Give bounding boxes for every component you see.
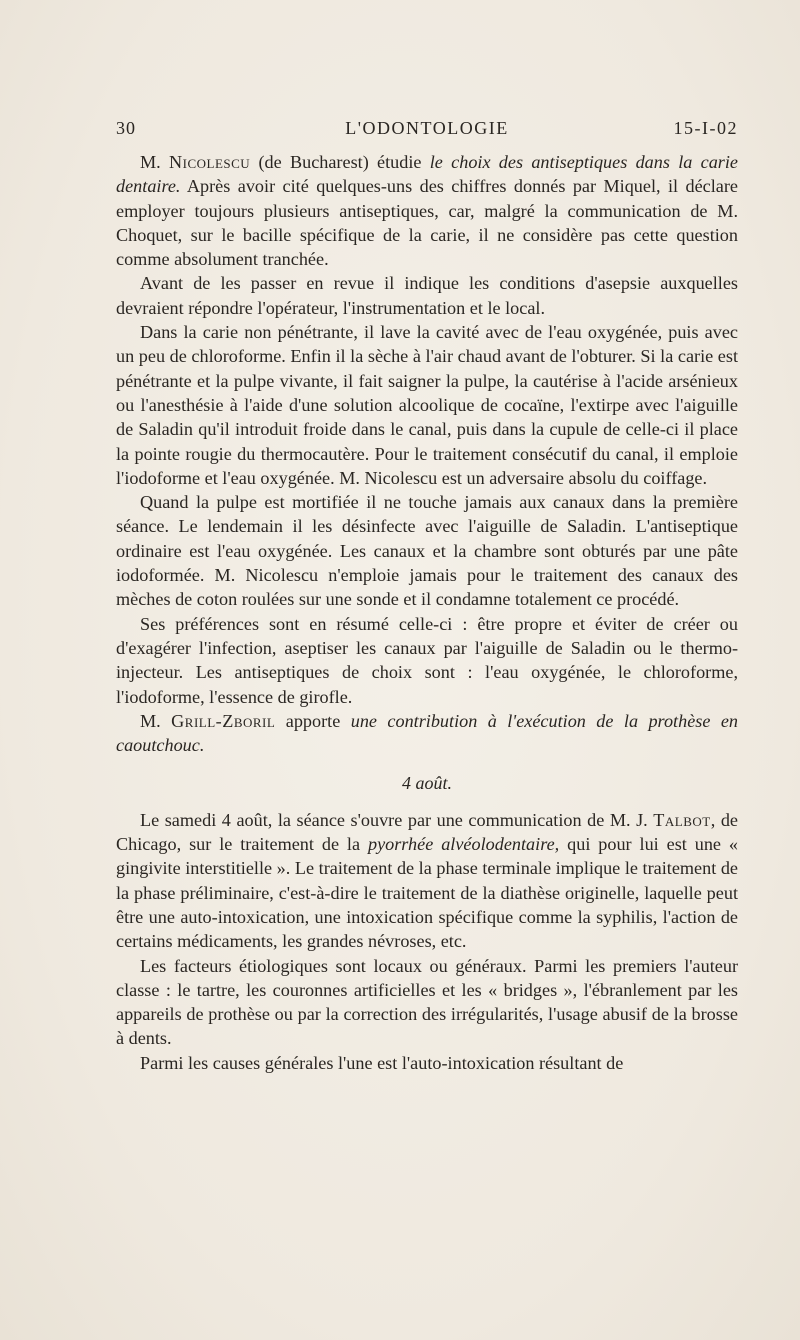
text-run: M. [140, 710, 172, 731]
text-run: , de Chicago, sur le traitement de la [116, 809, 738, 855]
page-number: 30 [116, 118, 136, 138]
paragraph-preferences: Ses préférences sont en résumé celle-ci : être propre et éviter de créer ou d'exagérer l'infection, aseptiser les canaux par l'aiguille de Saladin ou le thermo-injecteur. Les antiseptiques de choix sont : l'eau oxygénée, le chloroforme, l'iodoforme, l'essence de girofle. [116, 613, 738, 707]
paragraph-asepsie: Avant de les passer en revue il indique les conditions d'asepsie auxquelles devraient répondre l'opérateur, l'instrumentation et le local. [116, 273, 738, 318]
paragraph-facteurs: Les facteurs étiologiques sont locaux ou généraux. Parmi les premiers l'auteur classe : le tartre, les couronnes artificielles et les « bridges », l'ébranlement par les appareils de prothèse ou par la correction des irrégularités, l'usage abusif de la brosse à dents. [116, 955, 738, 1049]
paragraph-grill-zboril [116, 709, 738, 758]
running-header [116, 118, 738, 140]
text-run: Le samedi 4 août, la séance s'ouvre par une communication de M. J. [140, 809, 654, 830]
page-body [116, 150, 738, 1075]
work-title: une contribution à l'exécution de la prothèse en caoutchouc. [116, 710, 738, 756]
author-name: Nicolescu [169, 152, 251, 172]
paragraph-causes-generales: Parmi les causes générales l'une est l'auto-intoxication résultant de [140, 1052, 624, 1073]
paragraph-talbot [116, 808, 738, 954]
section-date-heading: 4 août. [401, 773, 452, 794]
journal-title: L'ODONTOLOGIE [345, 118, 509, 138]
text-run: Après avoir cité quelques-uns des chiffres donnés par Miquel, il déclare employer toujours plusieurs antiseptiques, car, malgré la communication de M. Choquet, sur le bacille spécifique de la carie, il ne considère pas cette question comme absolument tranchée. [116, 176, 738, 270]
issue-date: 15-I-02 [673, 118, 738, 138]
work-title: pyorrhée alvéolodentaire, [367, 834, 560, 855]
paragraph-pulpe-mortifiee: Quand la pulpe est mortifiée il ne touche jamais aux canaux dans la première séance. Le lendemain il les désinfecte avec l'aiguille de Saladin. L'antiseptique ordinaire est l'eau oxygénée. Les canaux et la chambre sont obturés par une pâte iodoformée. M. Nicolescu n'emploie jamais pour le traitement des canaux des mèches de coton roulées sur une sonde et il condamne totalement ce procédé. [116, 492, 738, 610]
work-title: le choix des antiseptiques dans la carie dentaire. [116, 152, 738, 197]
text-run: qui pour lui est une « gingivite interstitielle ». Le traitement de la phase terminale implique le traitement de la phase préliminaire, c'est-à-dire le traitement de la diathèse originelle, laquelle peut être une auto-intoxication, une intoxication spécifique comme la syphilis, l'action de certains médicaments, les grandes névroses, etc. [116, 834, 738, 952]
text-run: apporte [275, 710, 351, 731]
paragraph-carie-traitement: Dans la carie non pénétrante, il lave la cavité avec de l'eau oxygénée, puis avec un peu de chloroforme. Enfin il la sèche à l'air chaud avant de l'obturer. Si la carie est pénétrante et la pulpe vivante, il fait saigner la pulpe, la cautérise à l'acide arsénieux ou l'anesthésie à l'aide d'une solution alcoolique de cocaïne, l'extirpe avec l'aiguille de Saladin qu'il introduit froide dans le canal, puis dans la cupule de celle-ci il place la pointe rougie du thermocautère. Pour le traitement consécutif du canal, il emploie l'iodoforme et l'eau oxygénée. M. Nicolescu est un adversaire absolu du coiffage. [116, 322, 738, 488]
author-name: Talbot [653, 809, 711, 830]
text-run: M. [140, 152, 169, 172]
paragraph-nicolescu [116, 150, 738, 271]
author-name: Grill-Zboril [171, 710, 276, 731]
text-run: (de Bucharest) étudie [250, 152, 430, 172]
